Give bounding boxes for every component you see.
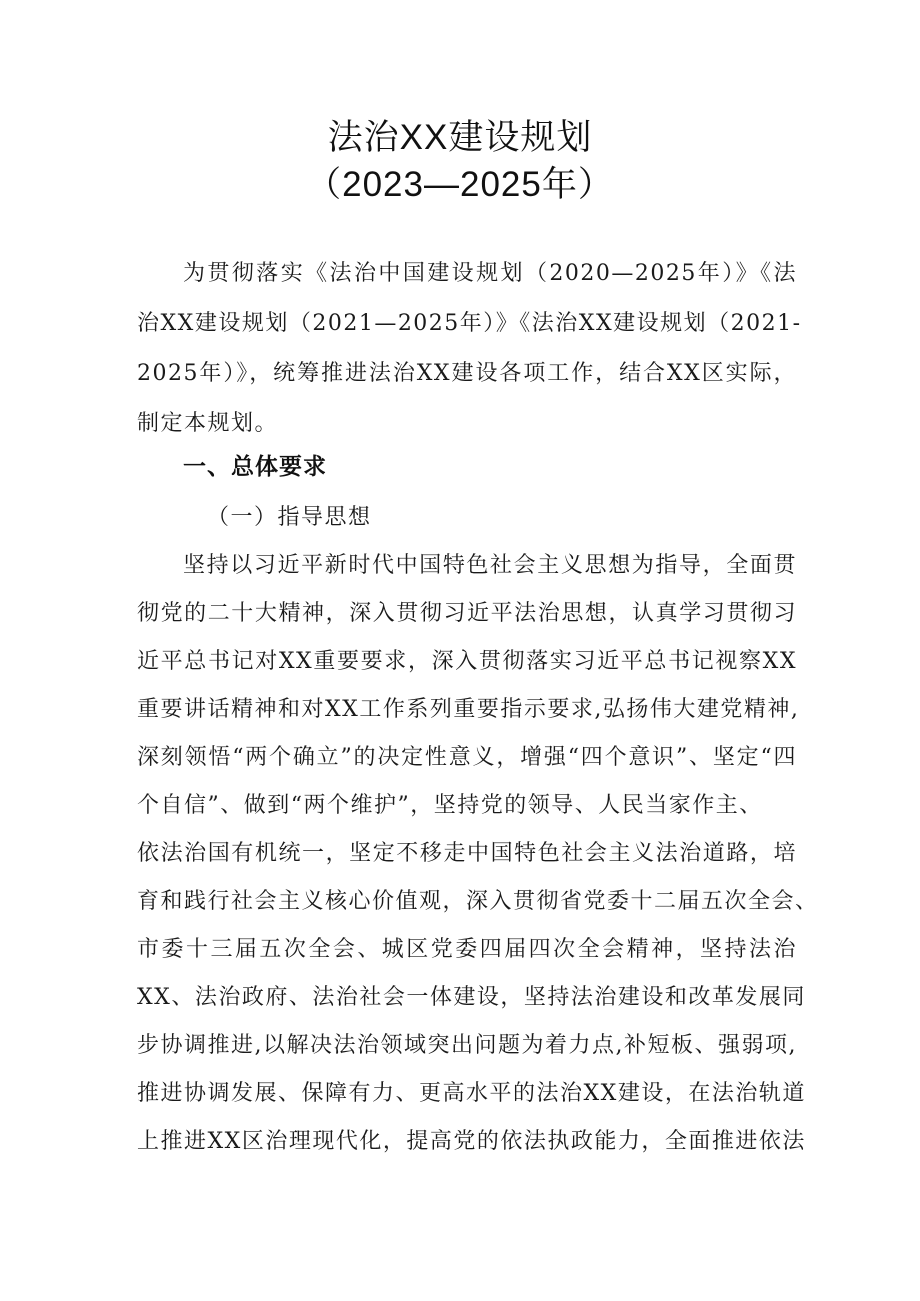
body-line: 推进协调发展、保障有力、更高水平的法治XX建设，在法治轨道 (137, 1081, 806, 1106)
body-line: 坚持以习近平新时代中国特色社会主义思想为指导，全面贯 (183, 553, 797, 578)
body-line: 育和践行社会主义核心价值观，深入贯彻省党委十二届五次全会、 (137, 889, 819, 914)
subsection-heading: （一）指导思想 (207, 505, 372, 530)
body-line: XX、法治政府、法治社会一体建设，坚持法治建设和改革发展同 (137, 985, 806, 1010)
intro-line: 治XX建设规划（2021—2025年）》《法治XX建设规划（2021- (137, 311, 802, 336)
body-line: 近平总书记对XX重要要求，深入贯彻落实习近平总书记视察XX (137, 649, 797, 674)
body-line: 上推进XX区治理现代化，提高党的依法执政能力，全面推进依法 (137, 1129, 806, 1154)
body-line: 市委十三届五次全会、城区党委四届四次全会精神，坚持法治 (137, 937, 797, 962)
document-title: 法治XX建设规划 (327, 118, 593, 157)
body-line: 个自信”、做到“两个维护”，坚持党的领导、人民当家作主、 (137, 793, 763, 818)
body-line: 依法治国有机统一，坚定不移走中国特色社会主义法治道路，培 (137, 841, 797, 866)
body-line: 深刻领悟“两个确立”的决定性意义，增强“四个意识”、坚定“四 (137, 745, 797, 770)
intro-line: 为贯彻落实《法治中国建设规划（2020—2025年）》《法 (183, 261, 797, 286)
intro-line: 2025年）》，统筹推进法治XX建设各项工作，结合XX区实际， (137, 361, 797, 386)
body-line: 重要讲话精神和对XX工作系列重要指示要求,弘扬伟大建党精神, (137, 697, 800, 722)
section-heading: 一、总体要求 (183, 454, 327, 480)
body-line: 彻党的二十大精神，深入贯彻习近平法治思想，认真学习贯彻习 (137, 601, 797, 626)
document-subtitle: （2023—2025年） (306, 165, 614, 204)
body-line: 步协调推进,以解决法治领域突出问题为着力点,补短板、强弱项, (137, 1033, 797, 1058)
intro-line: 制定本规划。 (137, 411, 279, 436)
